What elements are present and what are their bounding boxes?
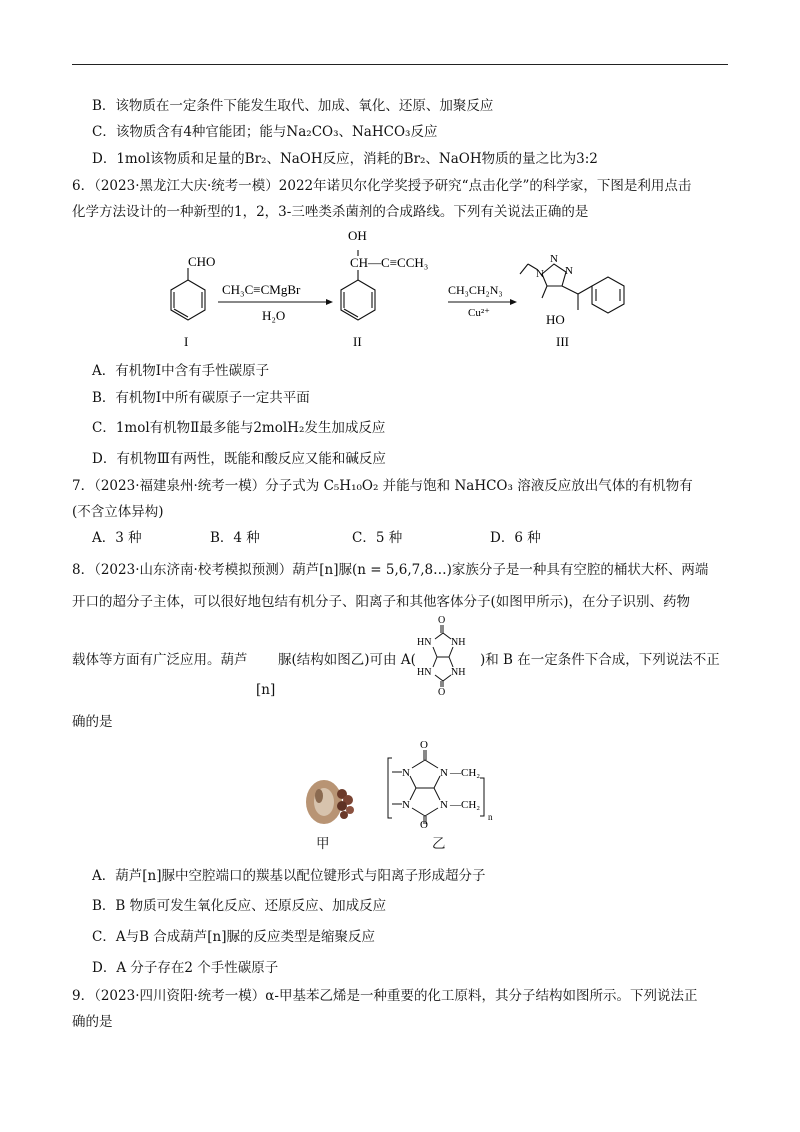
mol1-label: I xyxy=(184,334,189,349)
yi-ch2-a: —CH₂ xyxy=(450,767,481,779)
q6-stem-line1: 6．（2023·黑龙江大庆·统考一模）2022年诺贝尔化学奖授予研究“点击化学”的科学家，下图是利用点击 xyxy=(72,178,692,194)
arrow2-reagent: CH₃CH₂N₃ xyxy=(448,283,503,297)
q8-stem-line3a: 载体等方面有广泛应用。葫芦 xyxy=(72,652,248,668)
q9-stem-line2: 确的是 xyxy=(72,1014,113,1030)
q8-option-c: C．A与B 合成葫芦[n]脲的反应类型是缩聚反应 xyxy=(92,929,376,945)
a-hn1: NH xyxy=(451,637,466,648)
q7-option-b: B．4 种 xyxy=(210,530,260,546)
q7-option-a: A．3 种 xyxy=(92,530,142,546)
yi-n1: N xyxy=(402,767,410,779)
q5-option-d: D．1mol该物质和足量的Br₂、NaOH反应，消耗的Br₂、NaOH物质的量之比为3:2 xyxy=(92,151,598,167)
q7-stem-line1: 7．（2023·福建泉州·统考一模）分子式为 C₅H₁₀O₂ 并能与饱和 NaHCO₃ 溶液反应放出气体的有机物有 xyxy=(72,478,693,494)
yi-o-top: O xyxy=(420,739,428,751)
a-hn2: HN xyxy=(417,667,432,678)
fig-label-jia: 甲 xyxy=(316,836,330,852)
mol3-n2: N xyxy=(550,253,558,265)
mol1-cho: CHO xyxy=(188,254,216,269)
yi-n4: N xyxy=(440,799,448,811)
q8-stem-line3b: 脲(结构如图乙)可由 A( xyxy=(278,652,416,668)
q6-reaction-scheme xyxy=(150,222,650,352)
yi-ch2-b: —CH₂ xyxy=(450,799,481,811)
q5-option-b: B．该物质在一定条件下能发生取代、加成、氧化、还原、加聚反应 xyxy=(92,98,494,114)
a-nh2: NH xyxy=(451,667,466,678)
yi-n3: N xyxy=(402,799,410,811)
q5-option-c: C．该物质含有4种官能团；能与Na₂CO₃、NaHCO₃反应 xyxy=(92,124,438,140)
mol2-chain: CH—C≡CCH₃ xyxy=(350,255,429,270)
q6-option-b: B．有机物Ⅰ中所有碳原子一定共平面 xyxy=(92,390,310,406)
a-nh1: HN xyxy=(417,637,432,648)
q8-bracket-n: [n] xyxy=(256,682,276,698)
q8-stem-line4: 确的是 xyxy=(72,714,113,730)
mol3-n3: N xyxy=(565,265,573,277)
q8-stem-line2: 开口的超分子主体，可以很好地包结有机分子、阳离子和其他客体分子(如图甲所示)，在分子识别、药物 xyxy=(72,594,691,610)
q7-option-c: C．5 种 xyxy=(352,530,403,546)
q8-stem-line1: 8．（2023·山东济南·校考模拟预测）葫芦[n]脲(n = 5,6,7,8…)家族分子是一种具有空腔的桶状大杯、两端 xyxy=(72,562,709,578)
yi-o-bot: O xyxy=(420,819,428,828)
q8-figure-jia xyxy=(300,770,360,830)
mol-I xyxy=(171,268,205,320)
mol3-n1: N xyxy=(536,268,544,280)
q8-option-a: A．葫芦[n]脲中空腔端口的羰基以配位键形式与阳离子形成超分子 xyxy=(92,868,486,884)
mol3-label: III xyxy=(556,334,569,349)
q7-option-d: D．6 种 xyxy=(490,530,541,546)
a-o-top: O xyxy=(438,615,446,626)
a-o-bot: O xyxy=(438,687,446,695)
q6-option-c: C．1mol有机物Ⅱ最多能与2molH₂发生加成反应 xyxy=(92,420,386,436)
fig-label-yi: 乙 xyxy=(432,836,446,852)
arrow1-reagent: CH₃C≡CMgBr xyxy=(222,282,301,297)
q6-stem-line2: 化学方法设计的一种新型的1，2，3-三唑类杀菌剂的合成路线。下列有关说法正确的是 xyxy=(72,204,589,220)
header-rule xyxy=(72,64,728,65)
q8-figure-yi xyxy=(362,738,502,828)
q7-stem-line2: (不含立体异构) xyxy=(72,504,164,520)
mol2-label: II xyxy=(353,334,362,349)
q6-option-d: D．有机物Ⅲ有两性，既能和酸反应又能和碱反应 xyxy=(92,451,386,467)
q6-option-a: A．有机物Ⅰ中含有手性碳原子 xyxy=(92,363,270,379)
arrow2-condition: Cu²⁺ xyxy=(468,307,490,319)
mol2-oh: OH xyxy=(348,228,367,243)
q8-option-b: B．B 物质可发生氧化反应、还原反应、加成反应 xyxy=(92,898,387,914)
mol3-ho: HO xyxy=(546,312,565,327)
q8-option-d: D．A 分子存在2 个手性碳原子 xyxy=(92,960,279,976)
arrow1-condition: H₂O xyxy=(262,308,286,323)
yi-n2: N xyxy=(440,767,448,779)
q9-stem-line1: 9．（2023·四川资阳·统考一模）α-甲基苯乙烯是一种重要的化工原料，其分子结构如图所示。下列说法正 xyxy=(72,988,698,1004)
q8-stem-line3c: )和 B 在一定条件下合成，下列说法不正 xyxy=(480,652,720,668)
q8-structure-A xyxy=(405,613,481,695)
yi-sub-n: n xyxy=(488,812,493,822)
